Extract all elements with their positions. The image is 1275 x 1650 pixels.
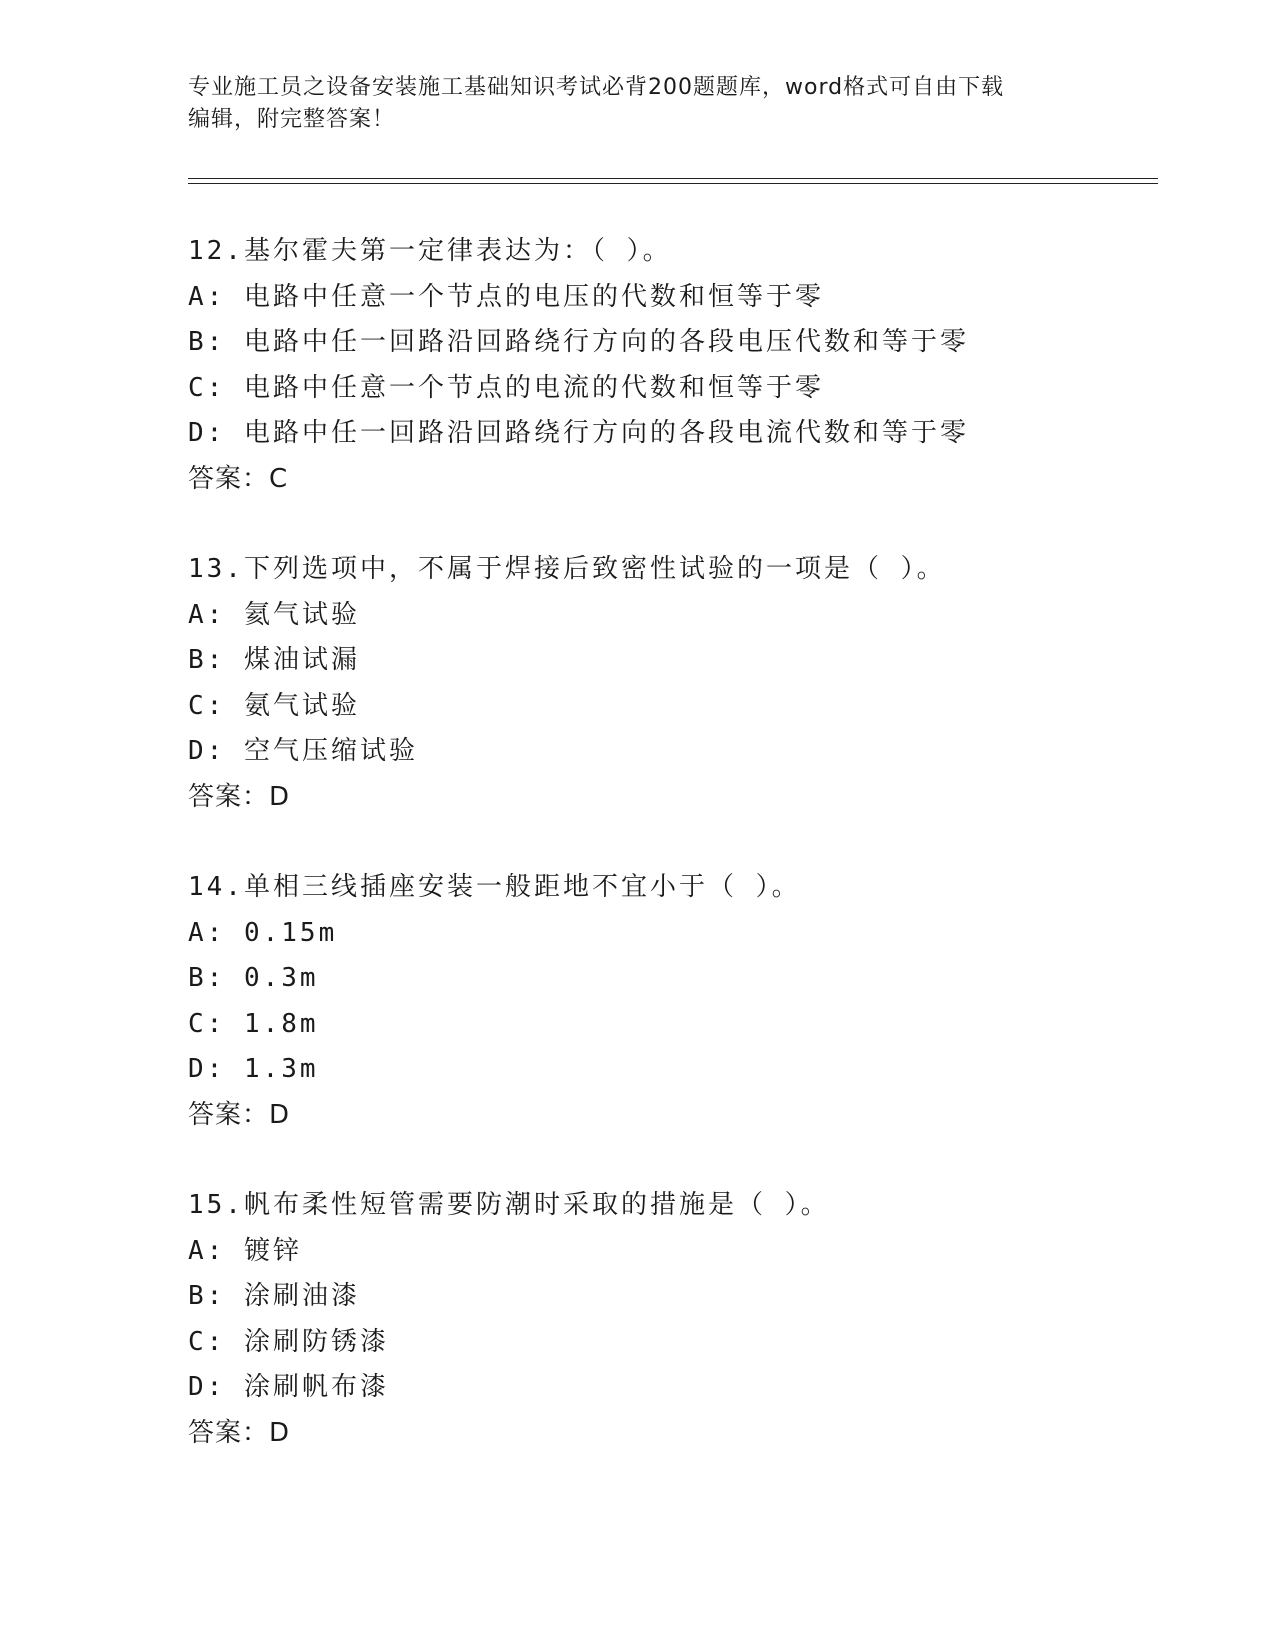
header-divider-bottom (188, 183, 1158, 184)
answer: 答案：C (188, 463, 289, 494)
option-a: A: 镀锌 (188, 1235, 302, 1266)
option-d: D: 1.3m (188, 1054, 319, 1084)
option-c: C: 1.8m (188, 1008, 319, 1039)
option-c: C: 氨气试验 (188, 690, 360, 721)
option-a: A: 0.15m (188, 917, 338, 948)
option-a: A: 电路中任意一个节点的电压的代数和恒等于零 (188, 281, 824, 312)
question-12 (188, 229, 1188, 502)
document-header (188, 72, 1088, 136)
question-stem: 12.基尔霍夫第一定律表达为：（ ）。 (188, 236, 672, 266)
answer: 答案：D (188, 1417, 291, 1448)
question-15 (188, 1183, 1188, 1456)
header-divider-top (188, 178, 1158, 179)
question-stem: 14.单相三线插座安装一般距地不宜小于（ ）。 (188, 872, 801, 902)
question-stem: 13.下列选项中，不属于焊接后致密性试验的一项是（ ）。 (188, 554, 946, 584)
header-title-line-2: 编辑，附完整答案！ (188, 107, 396, 132)
question-stem: 15.帆布柔性短管需要防潮时采取的措施是（ ）。 (188, 1190, 830, 1220)
option-c: C: 电路中任意一个节点的电流的代数和恒等于零 (188, 372, 824, 403)
header-title-line-1: 专业施工员之设备安装施工基础知识考试必背200题题库，word格式可自由下载 (188, 75, 1005, 100)
question-14 (188, 865, 1188, 1138)
option-c: C: 涂刷防锈漆 (188, 1326, 389, 1357)
option-b: B: 煤油试漏 (188, 645, 360, 675)
answer: 答案：D (188, 781, 291, 812)
option-d: D: 涂刷帆布漆 (188, 1372, 389, 1402)
option-b: B: 电路中任一回路沿回路绕行方向的各段电压代数和等于零 (188, 327, 969, 357)
option-b: B: 涂刷油漆 (188, 1281, 360, 1311)
option-d: D: 电路中任一回路沿回路绕行方向的各段电流代数和等于零 (188, 418, 969, 448)
option-d: D: 空气压缩试验 (188, 736, 418, 766)
question-13 (188, 547, 1188, 820)
option-b: B: 0.3m (188, 963, 319, 993)
option-a: A: 氦气试验 (188, 599, 360, 630)
answer: 答案：D (188, 1099, 291, 1130)
